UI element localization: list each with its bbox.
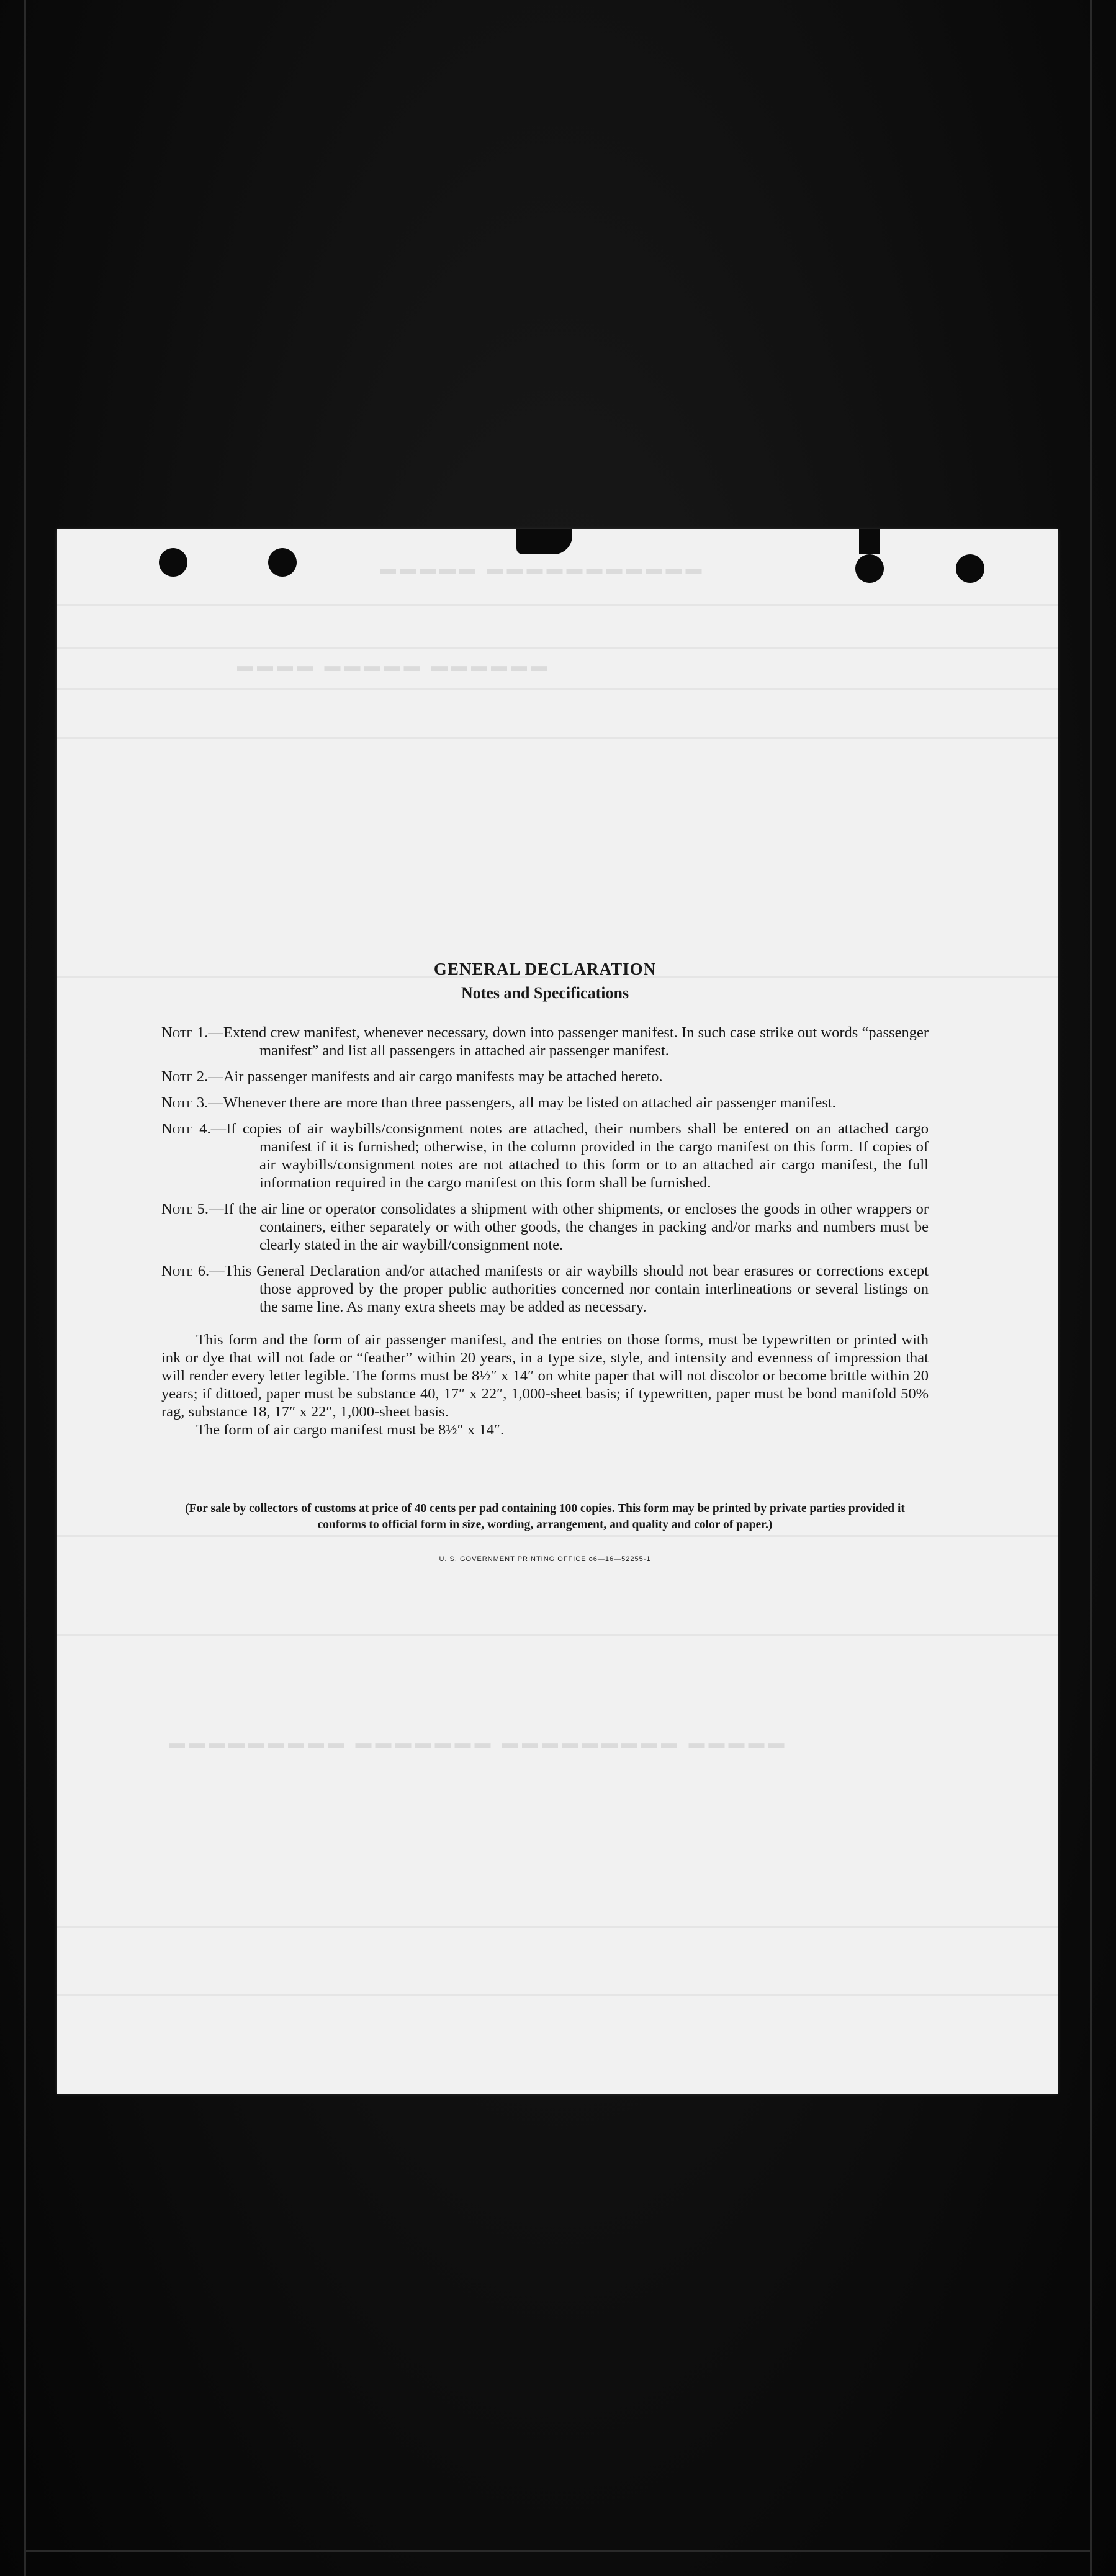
note-6 (161, 1262, 929, 1316)
note-label: Note 4. (161, 1120, 211, 1137)
note-3 (161, 1094, 929, 1112)
punch-hole (855, 554, 884, 583)
note-2 (161, 1068, 929, 1086)
show-through-line (57, 1634, 1058, 1636)
gpo-imprint: U. S. GOVERNMENT PRINTING OFFICE o6—16—52255-1 (439, 1556, 651, 1563)
note-text: —Extend crew manifest, whenever necessary, down into passenger manifest. In such case strike out words “passenger manifest” and list all passengers in attached air passenger manifest. (208, 1024, 929, 1059)
note-label: Note 3. (161, 1094, 209, 1111)
page-subtitle: Notes and Specifications (461, 984, 629, 1002)
page-title: GENERAL DECLARATION (433, 960, 657, 978)
film-edge-bottom (24, 2550, 1092, 2552)
note-label: Note 1. (161, 1024, 209, 1041)
note-text: —Whenever there are more than three passengers, all may be listed on attached air passenger manifest. (208, 1094, 836, 1111)
note-text: —Air passenger manifests and air cargo manifests may be attached hereto. (208, 1068, 663, 1085)
film-edge-left (24, 0, 26, 2576)
show-through-line (57, 647, 1058, 649)
sale-notice: (For sale by collectors of customs at price of 40 cents per pad containing 100 copies. This form may be printed by private parties provided it conforms to official form in size, wording, arrangement, and quality and color of paper.) (185, 1502, 905, 1531)
specification-paragraph: This form and the form of air passenger manifest, and the entries on those forms, must be typewritten or printed with ink or dye that will not fade or “feather” within 20 years, in a type size, style, and intensity and evenness of impression that will render every letter legible. The forms must be 8½″ x 14″ on white paper that will not discolor or become brittle within 20 years; if dittoed, paper must be substance 40, 17″ x 22″, 1,000-sheet basis; if typewritten, paper must be bond manifold 50% rag, substance 18, 17″ x 22″, 1,000-sheet basis. (161, 1331, 929, 1420)
paper-tear (859, 529, 880, 554)
note-label: Note 2. (161, 1068, 209, 1085)
punch-hole (268, 548, 297, 577)
show-through-line (57, 737, 1058, 739)
show-through-text: ▬▬▬▬▬ ▬▬▬▬▬▬▬▬▬▬▬ (380, 559, 706, 577)
note-label: Note 6. (161, 1263, 210, 1279)
note-4 (161, 1120, 929, 1192)
note-label: Note 5. (161, 1200, 209, 1217)
notes-section (161, 960, 929, 1563)
note-5 (161, 1200, 929, 1254)
show-through-text: ▬▬▬▬▬▬▬▬▬ ▬▬▬▬▬▬▬ ▬▬▬▬▬▬▬▬▬ ▬▬▬▬▬ (169, 1734, 788, 1752)
show-through-text: ▬▬▬▬ ▬▬▬▬▬ ▬▬▬▬▬▬ (237, 657, 551, 675)
paper-tear (516, 529, 572, 554)
punch-hole (956, 554, 984, 583)
show-through-line (57, 688, 1058, 690)
show-through-line (57, 1926, 1058, 1928)
film-edge-right (1090, 0, 1092, 2576)
show-through-line (57, 1994, 1058, 1996)
note-1 (161, 1024, 929, 1060)
cargo-manifest-size-line: The form of air cargo manifest must be 8½″ x 14″. (196, 1421, 505, 1438)
note-text: —If copies of air waybills/consignment notes are attached, their numbers shall be entered on an attached cargo manifest if it is furnished; otherwise, in the column provided in the cargo manifest on this form. If copies of air waybills/consignment notes are not attached to this form or to an attached air cargo manifest, the full information required in the cargo manifest on this form shall be furnished. (210, 1120, 929, 1191)
note-text: —This General Declaration and/or attached manifests or air waybills should not bear erasures or corrections except those approved by the proper public authorities concerned nor contain interlineations or several listings on the same line. As many extra sheets may be added as necessary. (209, 1263, 929, 1315)
note-text: —If the air line or operator consolidates a shipment with other shipments, or encloses the goods in other wrappers or containers, either separately or with other goods, the changes in packing and/or marks and numbers must be clearly stated in the air waybill/consignment note. (209, 1200, 929, 1253)
show-through-line (57, 604, 1058, 606)
punch-hole (159, 548, 187, 577)
